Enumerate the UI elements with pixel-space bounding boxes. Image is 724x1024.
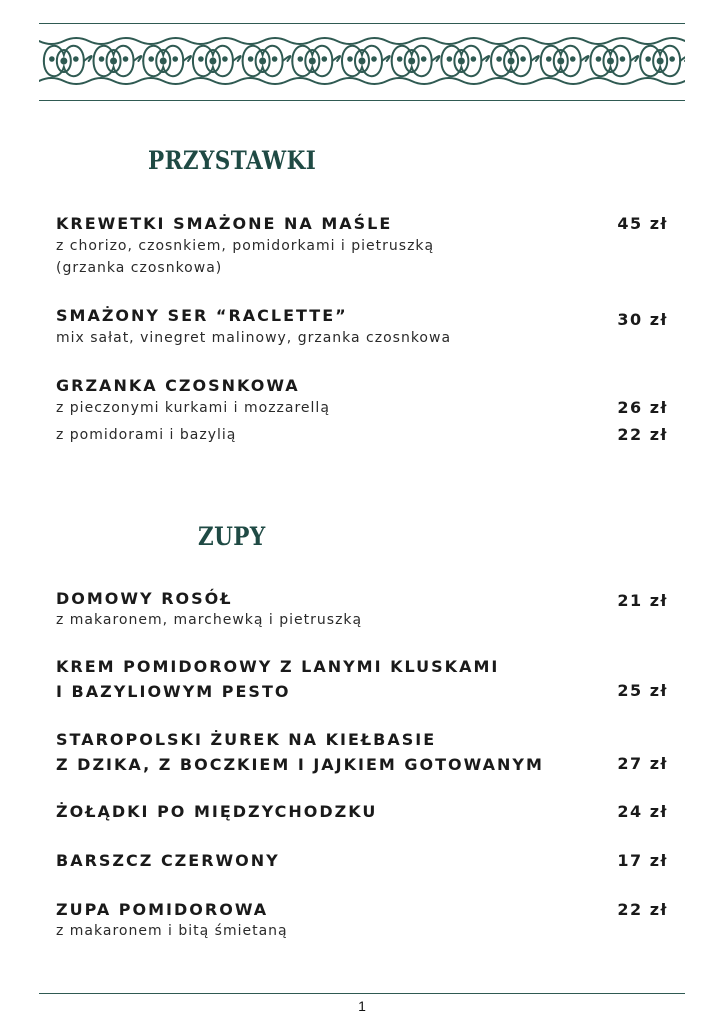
item-description: z chorizo, czosnkiem, pomidorkami i pietruszką: [56, 238, 435, 254]
item-price: 21 zł: [617, 591, 668, 610]
item-description: mix sałat, vinegret malinowy, grzanka czosnkowa: [56, 330, 452, 346]
top-rule: [39, 23, 685, 24]
item-name: SMAŻONY SER “RACLETTE”: [56, 306, 348, 325]
item-name: KREM POMIDOROWY Z LANYMI KLUSKAMI: [56, 657, 500, 676]
footer-rule: [39, 993, 685, 994]
item-name: STAROPOLSKI ŻUREK NA KIEŁBASIE: [56, 730, 437, 749]
folk-floral-border-icon: [39, 33, 685, 89]
item-price: 17 zł: [617, 851, 668, 870]
item-price: 22 zł: [617, 900, 668, 919]
item-name-line-2: Z DZIKA, Z BOCZKIEM I JAJKIEM GOTOWANYM: [56, 755, 544, 774]
ornament-bottom-rule: [39, 100, 685, 101]
item-name: BARSZCZ CZERWONY: [56, 851, 280, 870]
item-price: 30 zł: [617, 310, 668, 329]
item-price: 24 zł: [617, 802, 668, 821]
section-title-zupy: ZUPY: [198, 522, 266, 551]
item-description: z makaronem i bitą śmietaną: [56, 923, 288, 939]
variant-price: 22 zł: [617, 425, 668, 444]
item-price: 25 zł: [617, 681, 668, 700]
item-name: DOMOWY ROSÓŁ: [56, 589, 233, 608]
variant-description: z pomidorami i bazylią: [56, 427, 237, 443]
item-name-line-2: I BAZYLIOWYM PESTO: [56, 682, 291, 701]
item-name: ZUPA POMIDOROWA: [56, 900, 269, 919]
item-price: 27 zł: [617, 754, 668, 773]
item-description: z makaronem, marchewką i pietruszką: [56, 612, 363, 628]
item-name: ŻOŁĄDKI PO MIĘDZYCHODZKU: [56, 802, 378, 821]
item-name: GRZANKA CZOSNKOWA: [56, 376, 300, 395]
item-name: KREWETKI SMAŻONE NA MAŚLE: [56, 214, 393, 233]
page-number: 1: [358, 998, 366, 1014]
variant-price: 26 zł: [617, 398, 668, 417]
item-price: 45 zł: [617, 214, 668, 233]
variant-description: z pieczonymi kurkami i mozzarellą: [56, 400, 330, 416]
section-title-przystawki: PRZYSTAWKI: [148, 146, 317, 175]
item-description-2: (grzanka czosnkowa): [56, 260, 223, 276]
